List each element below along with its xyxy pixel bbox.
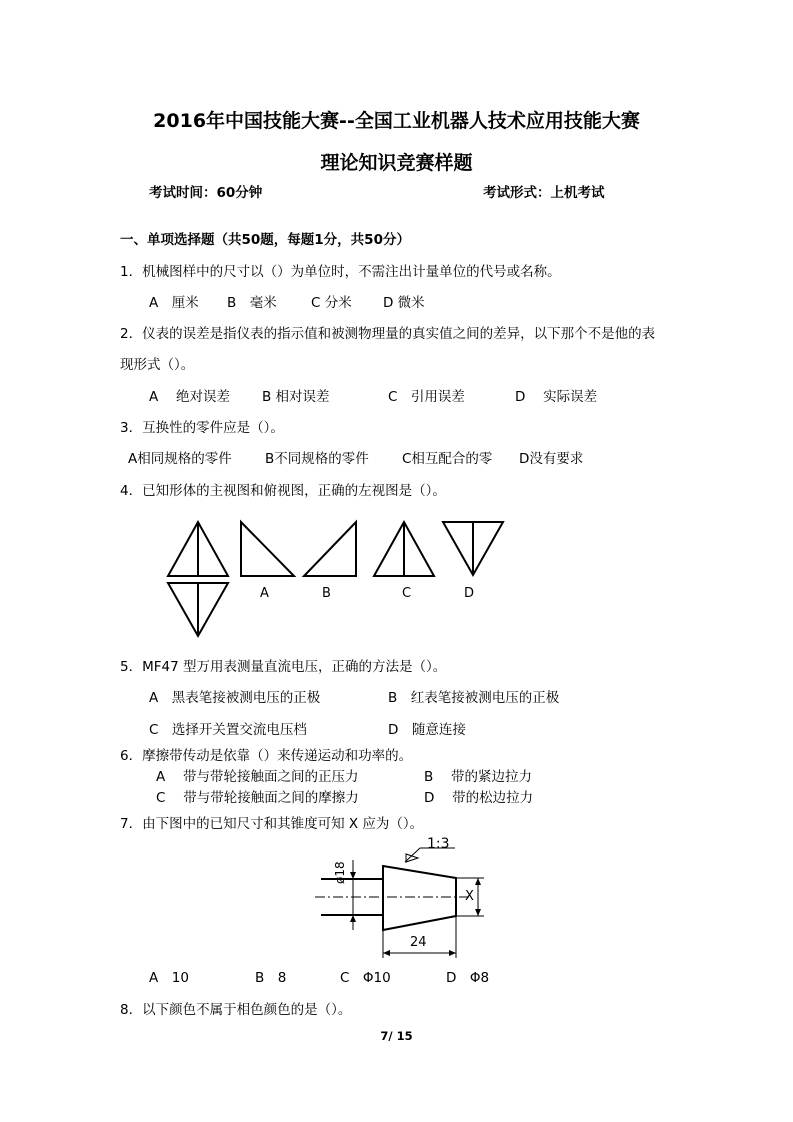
q7-option-d: D Φ8: [446, 970, 490, 986]
q7-length-label: 24: [410, 935, 427, 950]
question-4: 4．已知形体的主视图和俯视图，正确的左视图是（）。: [120, 483, 446, 499]
q4-label-c: C: [402, 586, 412, 601]
question-8: 8．以下颜色不属于相色颜色的是（）。: [120, 1002, 352, 1018]
q4-label-a: A: [260, 586, 269, 601]
q3-option-b: B不同规格的零件: [265, 451, 369, 467]
page-number: 7/ 15: [380, 1029, 413, 1043]
q6-option-d: D 带的松边拉力: [424, 790, 534, 806]
exam-form: 考试形式：上机考试: [483, 185, 605, 201]
q3-option-c: C相互配合的零: [402, 451, 493, 467]
q7-x-label: X: [465, 889, 474, 904]
q2-option-c: C 引用误差: [388, 389, 465, 405]
question-5: 5．MF47 型万用表测量直流电压，正确的方法是（）。: [120, 659, 447, 675]
q5-option-d: D 随意连接: [388, 722, 466, 738]
q7-option-a: A 10: [149, 970, 189, 986]
question-3: 3．互换性的零件应是（）。: [120, 420, 284, 436]
q7-option-b: B 8: [255, 970, 287, 986]
q7-taper-body: [383, 866, 456, 930]
q3-option-d: D没有要求: [519, 451, 584, 467]
q4-label-b: B: [322, 586, 331, 601]
question-7: 7．由下图中的已知尺寸和其锥度可知 X 应为（）。: [120, 816, 424, 832]
q7-taper-label: 1:3: [427, 836, 450, 852]
q2-option-a: A 绝对误差: [149, 389, 231, 405]
question-6: 6．摩擦带传动是依靠（）来传递运动和功率的。: [120, 748, 413, 764]
q1-option-c: C 分米: [311, 295, 352, 311]
title-line-2: 理论知识竞赛样题: [320, 152, 473, 174]
question-2-line-2: 现形式（）。: [120, 357, 195, 373]
q1-option-d: D 微米: [383, 295, 425, 311]
title-line-1: 2016年中国技能大赛--全国工业机器人技术应用技能大赛: [153, 110, 640, 132]
q1-option-a: A 厘米: [149, 295, 199, 311]
section-heading: 一、单项选择题（共50题，每题1分，共50分）: [120, 232, 410, 248]
q7-option-c: C Φ10: [340, 970, 391, 986]
q5-option-a: A 黑表笔接被测电压的正极: [149, 690, 321, 706]
q6-option-c: C 带与带轮接触面之间的摩擦力: [156, 790, 359, 806]
q7-diameter-label: ø18: [333, 861, 347, 884]
q3-option-a: A相同规格的零件: [128, 451, 232, 467]
q6-option-a: A 带与带轮接触面之间的正压力: [156, 769, 359, 785]
q5-option-c: C 选择开关置交流电压档: [149, 722, 307, 738]
question-2-line-1: 2．仪表的误差是指仪表的指示值和被测物理量的真实值之间的差异，以下那个不是他的表: [120, 326, 656, 342]
q4-label-d: D: [464, 586, 475, 601]
q2-option-d: D 实际误差: [515, 389, 598, 405]
question-1: 1．机械图样中的尺寸以（）为单位时，不需注出计量单位的代号或名称。: [120, 264, 561, 280]
q6-option-b: B 带的紧边拉力: [424, 769, 533, 785]
exam-time: 考试时间：60分钟: [149, 185, 263, 201]
q2-option-b: B 相对误差: [262, 389, 330, 405]
q5-option-b: B 红表笔接被测电压的正极: [388, 690, 560, 706]
q1-option-b: B 毫米: [227, 295, 277, 311]
